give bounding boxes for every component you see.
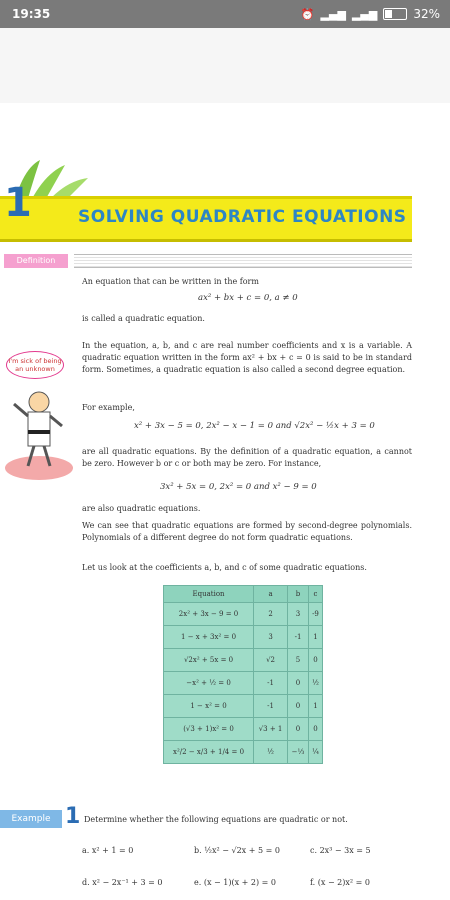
table-cell: −⅓ — [288, 741, 309, 764]
table-cell: 1 — [308, 626, 322, 649]
chapter-number: 1 — [4, 180, 32, 226]
table-cell: 2x² + 3x − 9 = 0 — [164, 603, 254, 626]
table-cell: 2 — [254, 603, 288, 626]
example-option-d: d. x² − 2x⁻¹ + 3 = 0 — [82, 878, 163, 887]
battery-icon — [383, 8, 407, 20]
table-cell: 0 — [288, 695, 309, 718]
definition-text-1: An equation that can be written in the form — [82, 277, 259, 286]
speech-bubble: I'm sick of being an unknown — [6, 351, 64, 379]
examples-line-2: 3x² + 5x = 0, 2x² = 0 and x² − 9 = 0 — [160, 482, 317, 492]
chapter-banner — [0, 196, 412, 242]
status-bar — [0, 0, 450, 28]
signal-icon-2: ▂▄▆ — [351, 7, 378, 21]
paragraph-polynomials: We can see that quadratic equations are formed by second-degree polynomials. Polynomials of a different degree do not form quadratic equations. — [82, 521, 412, 542]
table-row — [164, 649, 323, 672]
table-header: Equation — [164, 586, 254, 603]
table-cell: ½ — [308, 672, 322, 695]
table-cell: x²/2 − x/3 + 1/4 = 0 — [164, 741, 254, 764]
table-cell: 0 — [288, 672, 309, 695]
table-cell: -9 — [308, 603, 322, 626]
table-cell: √2 — [254, 649, 288, 672]
table-cell: 5 — [288, 649, 309, 672]
table-cell: ½ — [254, 741, 288, 764]
table-cell: 0 — [308, 649, 322, 672]
definition-rule — [74, 254, 412, 268]
table-cell: √2x² + 5x = 0 — [164, 649, 254, 672]
table-cell: −x² + ½ = 0 — [164, 672, 254, 695]
table-header: a — [254, 586, 288, 603]
table-row — [164, 672, 323, 695]
table-cell: 0 — [288, 718, 309, 741]
coefficients-table — [163, 585, 323, 764]
alarm-icon: ⏰ — [300, 7, 315, 21]
table-cell: (√3 + 1)x² = 0 — [164, 718, 254, 741]
table-cell: -1 — [254, 695, 288, 718]
example-prompt: Determine whether the following equations are quadratic or not. — [84, 815, 348, 824]
example-option-f: f. (x − 2)x² = 0 — [310, 878, 370, 887]
table-header: b — [288, 586, 309, 603]
battery-percent: 32% — [413, 7, 440, 21]
table-cell: -1 — [254, 672, 288, 695]
table-cell: 1 − x² = 0 — [164, 695, 254, 718]
page-top-margin — [0, 28, 450, 103]
table-row — [164, 741, 323, 764]
paragraph-also: are also quadratic equations. — [82, 504, 201, 513]
definition-equation: ax² + bx + c = 0, a ≠ 0 — [198, 293, 298, 303]
example-option-a: a. x² + 1 = 0 — [82, 846, 134, 855]
status-time: 19:35 — [12, 7, 51, 21]
table-cell: 1 − x + 3x² = 0 — [164, 626, 254, 649]
for-example-label: For example, — [82, 403, 135, 412]
example-option-e: e. (x − 1)(x + 2) = 0 — [194, 878, 276, 887]
table-row — [164, 718, 323, 741]
table-row — [164, 603, 323, 626]
definition-tag: Definition — [4, 254, 68, 268]
table-cell: 1 — [308, 695, 322, 718]
table-cell: ¼ — [308, 741, 322, 764]
table-cell: -1 — [288, 626, 309, 649]
definition-text-2: is called a quadratic equation. — [82, 314, 205, 323]
example-number: 1 — [65, 804, 81, 829]
paragraph-coefficients: Let us look at the coefficients a, b, and c of some quadratic equations. — [82, 563, 367, 572]
example-option-b: b. ½x² − √2x + 5 = 0 — [194, 846, 280, 855]
table-cell: 3 — [288, 603, 309, 626]
table-row — [164, 695, 323, 718]
example-tag: Example — [0, 810, 62, 828]
status-icons — [301, 7, 440, 21]
paragraph-standard-form: In the equation, a, b, and c are real number coefficients and x is a variable. A quadratic equation written in the form ax² + bx + c = 0 is said to be in standard form. Sometimes, a quadratic equation is also called a second degree equation. — [82, 341, 412, 374]
table-cell: 0 — [308, 718, 322, 741]
table-header: c — [308, 586, 322, 603]
table-cell: √3 + 1 — [254, 718, 288, 741]
paragraph-definition: are all quadratic equations. By the definition of a quadratic equation, a cannot be zero. However b or c or both may be zero. For instance, — [82, 447, 412, 468]
signal-icon: ▂▄▆ — [320, 7, 346, 21]
chapter-title: SOLVING QUADRATIC EQUATIONS — [78, 207, 407, 227]
examples-line-1: x² + 3x − 5 = 0, 2x² − x − 1 = 0 and √2x² − ½x + 3 = 0 — [134, 421, 375, 431]
table-cell: 3 — [254, 626, 288, 649]
example-option-c: c. 2x³ − 3x = 5 — [310, 846, 371, 855]
table-header-row — [164, 586, 323, 603]
table-row — [164, 626, 323, 649]
